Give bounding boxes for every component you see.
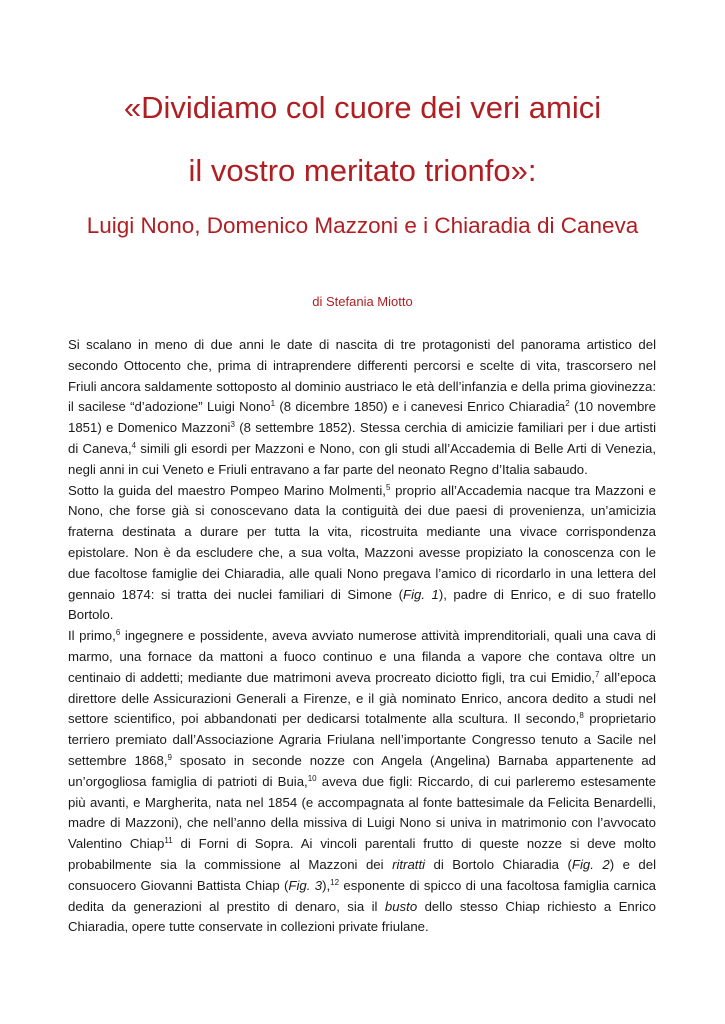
text-run: (10 novembre 1851) e Domenico Mazzoni bbox=[68, 399, 657, 436]
title-line-2: il vostro meritato trionfo»: bbox=[188, 153, 537, 188]
footnote-ref-9: 9 bbox=[167, 752, 172, 762]
footnote-ref-8: 8 bbox=[579, 711, 584, 721]
title-line-1: «Dividiamo col cuore dei veri amici bbox=[123, 90, 602, 125]
paragraph-3 bbox=[68, 626, 656, 938]
text-run: ), padre di Enrico, e di suo fratello Bortolo. bbox=[68, 586, 657, 623]
text-run: proprietario terriero premiato dall’Associazione Agraria Friulana nell’importante Congresso tenuto a Sacile nel settembre 1868, bbox=[68, 711, 657, 768]
text-run: sposato in seconde nozze con Angela (Angelina) Barnaba appartenente ad un’orgogliosa famiglia di patrioti di Buia, bbox=[68, 752, 656, 789]
text-run: di Bortolo Chiaradia ( bbox=[425, 856, 572, 872]
text-run: all’epoca direttore delle Assicurazioni Generali a Firenze, e il già nominato Enrico, ancora dedito a studi nel settore scientifico, poi abbandonati per dedicarsi totalmente alla scultura. Il secondo, bbox=[68, 669, 657, 727]
subtitle: Luigi Nono, Domenico Mazzoni e i Chiaradia di Caneva bbox=[86, 213, 639, 238]
text-run: simili gli esordi per Mazzoni e Nono, con gli studi all’Accademia di Belle Arti di Venezia, negli anni in cui Veneto e Friuli entravano a far parte del neonato Regno d’Italia sabaudo. bbox=[68, 440, 656, 477]
footnote-ref-6: 6 bbox=[115, 628, 121, 638]
footnote-ref-3: 3 bbox=[230, 420, 235, 430]
footnote-ref-7: 7 bbox=[594, 669, 600, 679]
text-run: (8 dicembre 1850) e i canevesi Enrico Chiaradia bbox=[275, 399, 566, 415]
footnote-ref-2: 2 bbox=[565, 399, 570, 409]
footnote-ref-5: 5 bbox=[385, 482, 391, 492]
footnote-ref-4: 4 bbox=[131, 440, 137, 450]
text-run: (8 settembre 1852). Stessa cerchia di amicizie familiari per i due artisti di Caneva, bbox=[68, 420, 657, 456]
paragraph-2 bbox=[68, 481, 656, 627]
body-text bbox=[68, 335, 656, 938]
text-run: ingegnere e possidente, aveva avviato numerose attività imprenditoriali, quali una cava di marmo, una fornace da mattoni a fuoco continuo e una filanda a vapore che contava oltre un centinaio di addetti; mediante due matrimoni aveva procreato diciotto figli, tra cui Emidio, bbox=[68, 628, 656, 685]
footnote-ref-1: 1 bbox=[270, 399, 276, 409]
figure-ref-3: Fig. 3 bbox=[288, 877, 323, 893]
text-run: Il primo, bbox=[68, 628, 116, 644]
text-run: dello stesso Chiap richiesto a Enrico Chiaradia, opere tutte conservate in collezioni private friulane. bbox=[68, 898, 656, 935]
text-run: ), bbox=[322, 877, 331, 893]
figure-ref-1: Fig. 1 bbox=[403, 586, 439, 602]
figure-ref-2: Fig. 2 bbox=[571, 856, 610, 872]
text-run: proprio all’Accademia nacque tra Mazzoni e Nono, che forse già si conoscevano data la contiguità dei due paesi di provenienza, un’amicizia fraterna destinata a durare per tutta la vita, ricostruita mediante una vivace corrispondenza epistolare. Non è da escludere che, a sua volta, Mazzoni avesse propiziato la conoscenza con le due facoltose famiglie dei Chiaradia, alle quali Nono pregava l’amico di ricordarlo in una lettera del gennaio 1874: si tratta dei nuclei familiari di Simone ( bbox=[68, 482, 656, 602]
text-run: Si scalano in meno di due anni le date di nascita di tre protagonisti del panorama artistico del secondo Ottocento che, prima di intraprendere differenti percorsi e scelte di vita, trascorsero nel Friuli ancora saldamente sottoposto al dominio austriaco le età dell’infanzia e della prima giovinezza: il sacilese “d’adozione” Luigi Nono bbox=[68, 337, 656, 415]
italic-term: ritratti bbox=[392, 856, 426, 872]
text-run: ) e del consuocero Giovanni Battista Chiap ( bbox=[68, 856, 657, 893]
author-byline: di Stefania Miotto bbox=[312, 294, 413, 309]
footnote-ref-10: 10 bbox=[307, 773, 317, 783]
footnote-ref-12: 12 bbox=[330, 877, 340, 887]
text-run: aveva due figli: Riccardo, di cui parleremo estesamente più avanti, e Margherita, nata nel 1854 (e accompagnata al fonte battesimale da Felicita Benardelli, madre di Mazzoni), che nell’anno della missiva di Luigi Nono si univa in matrimonio con l’avvocato Valentino Chiap bbox=[68, 773, 656, 852]
text-run: di Forni di Sopra. Ai vincoli parentali frutto di queste nozze si deve molto probabilmente sia la commissione al Mazzoni dei bbox=[68, 836, 656, 872]
footnote-ref-11: 11 bbox=[164, 836, 173, 846]
italic-term: busto bbox=[384, 898, 418, 914]
paragraph-1 bbox=[68, 335, 656, 481]
text-run: Sotto la guida del maestro Pompeo Marino Molmenti, bbox=[68, 482, 386, 498]
text-run: esponente di spicco di una facoltosa famiglia carnica dedita da generazioni al prestito di denaro, sia il bbox=[68, 877, 656, 914]
